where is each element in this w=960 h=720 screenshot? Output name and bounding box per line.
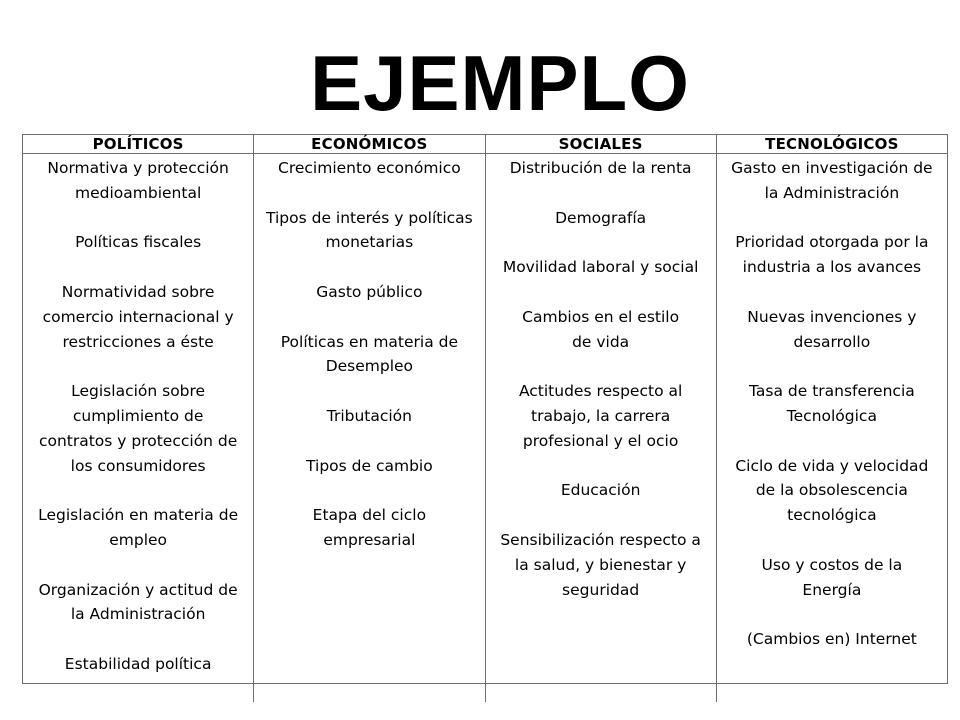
table-cell: Tributación xyxy=(326,406,412,425)
table-cell: Crecimiento económico xyxy=(278,159,461,177)
header-economicos: ECONÓMICOS xyxy=(254,135,485,153)
table-cell: Uso y costos de la Energía xyxy=(761,555,903,599)
table-cell: Movilidad laboral y social xyxy=(502,258,699,277)
table-cell: Nuevas invenciones y desarrollo xyxy=(747,307,917,351)
page-title: EJEMPLO xyxy=(310,39,690,127)
table-cell: Cambios en el estilo de vida xyxy=(522,307,680,351)
column-tecnologicos xyxy=(717,154,947,702)
table-cell: Distribución de la renta xyxy=(509,159,692,177)
table-cell: Demografía xyxy=(555,208,647,227)
column-sociales xyxy=(486,154,717,702)
table-cell: Tasa de transferencia Tecnológica xyxy=(748,382,915,425)
table-body-row xyxy=(23,154,947,702)
table-cell: Legislación sobre cumplimiento de contratos y protección de los consumidores xyxy=(38,382,238,475)
column-economicos xyxy=(254,154,485,702)
table-cell: Tipos de cambio xyxy=(306,456,433,475)
table-cell: Prioridad otorgada por la industria a los avances xyxy=(735,233,929,277)
header-politicos: POLÍTICOS xyxy=(23,135,254,153)
table-cell: Gasto público xyxy=(316,282,423,301)
column-politicos xyxy=(23,154,254,702)
table-header-row xyxy=(23,135,947,154)
table-cell: Etapa del ciclo empresarial xyxy=(312,506,427,549)
table-cell: Legislación en materia de empleo xyxy=(38,506,239,549)
table-cell: Políticas en materia de Desempleo xyxy=(280,332,459,376)
table-cell: Normativa y protección medioambiental xyxy=(47,159,229,202)
table-cell: Gasto en investigación de la Administración xyxy=(731,159,933,202)
table-cell: Actitudes respecto al trabajo, la carrera profesional y el ocio xyxy=(518,382,683,450)
table-cell: Educación xyxy=(560,481,641,500)
table-cell: Sensibilización respecto a la salud, y bienestar y seguridad xyxy=(500,530,701,599)
table-cell: (Cambios en) Internet xyxy=(746,630,917,649)
pest-table xyxy=(22,134,948,684)
table-cell: Políticas fiscales xyxy=(75,233,202,252)
table-cell: Organización y actitud de la Administración xyxy=(38,580,238,624)
table-cell: Tipos de interés y políticas monetarias xyxy=(265,208,473,252)
table-cell: Ciclo de vida y velocidad de la obsolescencia tecnológica xyxy=(735,456,929,525)
table-cell: Estabilidad política xyxy=(64,654,212,673)
table-cell: Normatividad sobre comercio internacional y restricciones a éste xyxy=(42,282,234,351)
header-tecnologicos: TECNOLÓGICOS xyxy=(765,135,899,153)
header-sociales: SOCIALES xyxy=(486,135,717,153)
